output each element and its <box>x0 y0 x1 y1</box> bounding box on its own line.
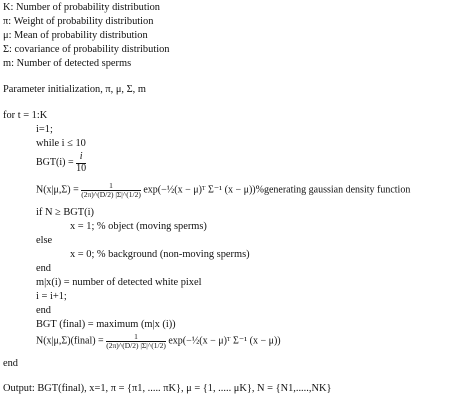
for-line: for t = 1:K <box>3 110 48 121</box>
definition-m: m: Number of detected sperms <box>3 58 132 69</box>
x-equals-zero-line: x = 0; % background (non-moving sperms) <box>70 249 250 260</box>
while-line: while i ≤ 10 <box>36 138 86 149</box>
final-exponent: exp(−½(x − μ)ᵀ Σ⁻¹ (x − μ)) <box>168 335 281 347</box>
end-while-line: end <box>36 305 52 316</box>
bg-denominator: 10 <box>76 162 87 174</box>
bg-equation: BGT(i) = $\frac{i}{10}$ <box>36 151 87 174</box>
gauss-numerator: 1 <box>81 182 141 191</box>
gaussian-equation: N(x|μ,Σ) = $\frac{1}{(2\pi)\^{}(D/2) |\Sigma|\^{}(1/2)}$ exp(−½(x − μ)ᵀ Σ⁻¹ (x − μ))%generating gaussian density function <box>36 181 411 199</box>
definition-mu: μ: Mean of probability distribution <box>3 30 148 41</box>
x-equals-one-line: x = 1; % object (moving sperms) <box>70 221 207 232</box>
gauss-denominator: (2π)^(D/2) |Σ|^(1/2) <box>81 189 141 199</box>
final-denominator: (2π)^(D/2) |Σ|^(1/2) <box>106 340 166 350</box>
i-init-line: i=1; <box>36 124 53 135</box>
else-line: else <box>36 235 53 246</box>
bg-numerator: i <box>76 152 86 164</box>
end-for-line: end <box>3 358 19 369</box>
final-gaussian-equation: N(x|μ,Σ)(final) = $\frac{1}{(2\pi)\^{}(D/2) |\Sigma|\^{}(1/2)}$ exp(−½(x − μ)ᵀ Σ⁻¹ (x − μ)) <box>36 332 281 350</box>
gauss-comment: %generating gaussian density function <box>255 184 411 196</box>
end-if-line: end <box>36 263 52 274</box>
final-numerator: 1 <box>106 333 166 342</box>
definition-k: K: Number of probability distribution <box>3 2 160 13</box>
bg-final-line: BGT (final) = maximum (m|x (i)) <box>36 319 176 330</box>
parameter-initialization: Parameter initialization, π, μ, Σ, m <box>3 84 146 95</box>
increment-line: i = i+1; <box>36 291 67 302</box>
definition-pi: π: Weight of probability distribution <box>3 16 154 27</box>
gauss-exponent: exp(−½(x − μ)ᵀ Σ⁻¹ (x − μ)) <box>143 184 256 196</box>
if-line: if N ≥ BGT(i) <box>36 207 94 218</box>
definition-sigma: Σ: covariance of probability distribution <box>3 44 170 55</box>
output-line: Output: BGT(final), x=1, π = {π1, ..... πK}, μ = {1, ..... μK}, N = {N1,.....,NK} <box>3 383 332 394</box>
m-detected-line: m|x(i) = number of detected white pixel <box>36 277 202 288</box>
